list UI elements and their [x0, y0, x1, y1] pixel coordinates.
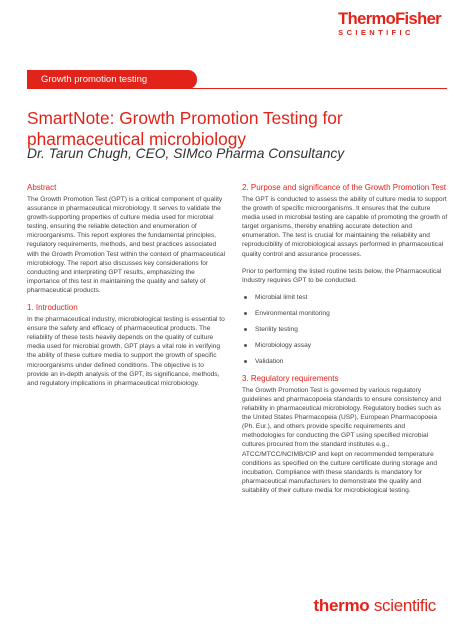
- abstract-text: The Growth Promotion Test (GPT) is a critical component of quality assurance in pharmaceutical microbiology. It serves to validate the growth-supporting properties of culture media used for microbial testing, ensuring the reliable detection and enumeration of microorganisms. This report explores the fundamental principles, regulatory requirements, methods, and best practices associated with the Growth Promotion Test within the context of pharmaceutical microbiology. The report also discusses key considerations for conducting and interpreting GPT results, emphasizing the importance of this test in maintaining the quality and safety of pharmaceutical products.: [27, 196, 226, 294]
- brand-subtitle: SCIENTIFIC: [338, 28, 414, 37]
- regulatory-text: The Growth Promotion Test is governed by various regulatory guidelines and pharmacopoeia standards to ensure consistency and reliability in pharmaceutical microbiology. Regulatory bodies such as the United States Pharmacopeia (USP), European Pharmacopoeia (Ph. Eur.), and others provide specific requirements and methodologies for conducting the GPT using specified microbial cultures procured from the standard institutes e.g., ATCC/MTCC/NCIMB/CIP and kept on recommended temperature conditions as specified on the culture certificate during storage and incubation. Compliance with these standards is mandatory for pharmaceutical manufacturers to demonstrate the quality and suitability of their culture media for microbiological testing.: [242, 386, 442, 494]
- brand-logo: [338, 11, 441, 38]
- regulatory-heading: 3. Regulatory requirements: [242, 373, 339, 383]
- purpose-text: The GPT is conducted to assess the ability of culture media to support the growth of specific microorganisms. It ensures that the culture media used in microbial testing are capable of promoting the growth of target organisms, thereby enabling accurate detection and enumeration. The test is crucial for maintaining the reliability and reproducibility of microbiological assays performed in pharmaceutical quality control and assurance processes.: [242, 196, 448, 258]
- test-list: [242, 293, 448, 366]
- footer-logo-thermo: thermo: [313, 596, 370, 615]
- right-column: [242, 183, 448, 503]
- prior-text: Prior to performing the listed routine tests below, the Pharmaceutical Industry requires GPT to be conducted.: [242, 267, 442, 284]
- list-item: Validation: [242, 357, 448, 366]
- footer-logo-scientific: scientific: [373, 596, 436, 615]
- left-column: [27, 183, 227, 396]
- brand-name: ThermoFisher: [338, 10, 441, 28]
- list-item: Environmental monitoring: [242, 309, 448, 318]
- list-item: Sterility testing: [242, 325, 448, 334]
- page-title: SmartNote: Growth Promotion Testing for pharmaceutical microbiology: [27, 108, 343, 149]
- author-line: Dr. Tarun Chugh, CEO, SIMco Pharma Consultancy: [27, 146, 345, 161]
- abstract-heading: Abstract: [27, 183, 57, 192]
- introduction-text: In the pharmaceutical industry, microbiological testing is essential to ensure the safety and efficacy of pharmaceutical products. The reliability of these tests heavily depends on the quality of culture media used for microbial growth. GPT plays a vital role in verifying the ability of these culture media to support the growth of specific microorganisms under defined conditions. The objective is to provide an in-depth analysis of the GPT, its significance, methods, and regulatory implications in pharmaceutical microbiology.: [27, 316, 225, 387]
- category-tag: Growth promotion testing: [27, 70, 197, 89]
- footer-logo: [314, 596, 436, 616]
- purpose-heading: 2. Purpose and significance of the Growth Promotion Test: [242, 183, 446, 192]
- introduction-heading: 1. Introduction: [27, 303, 78, 313]
- list-item: Microbiology assay: [242, 341, 448, 350]
- header-divider: [27, 88, 447, 89]
- list-item: Microbial limit test: [242, 293, 448, 302]
